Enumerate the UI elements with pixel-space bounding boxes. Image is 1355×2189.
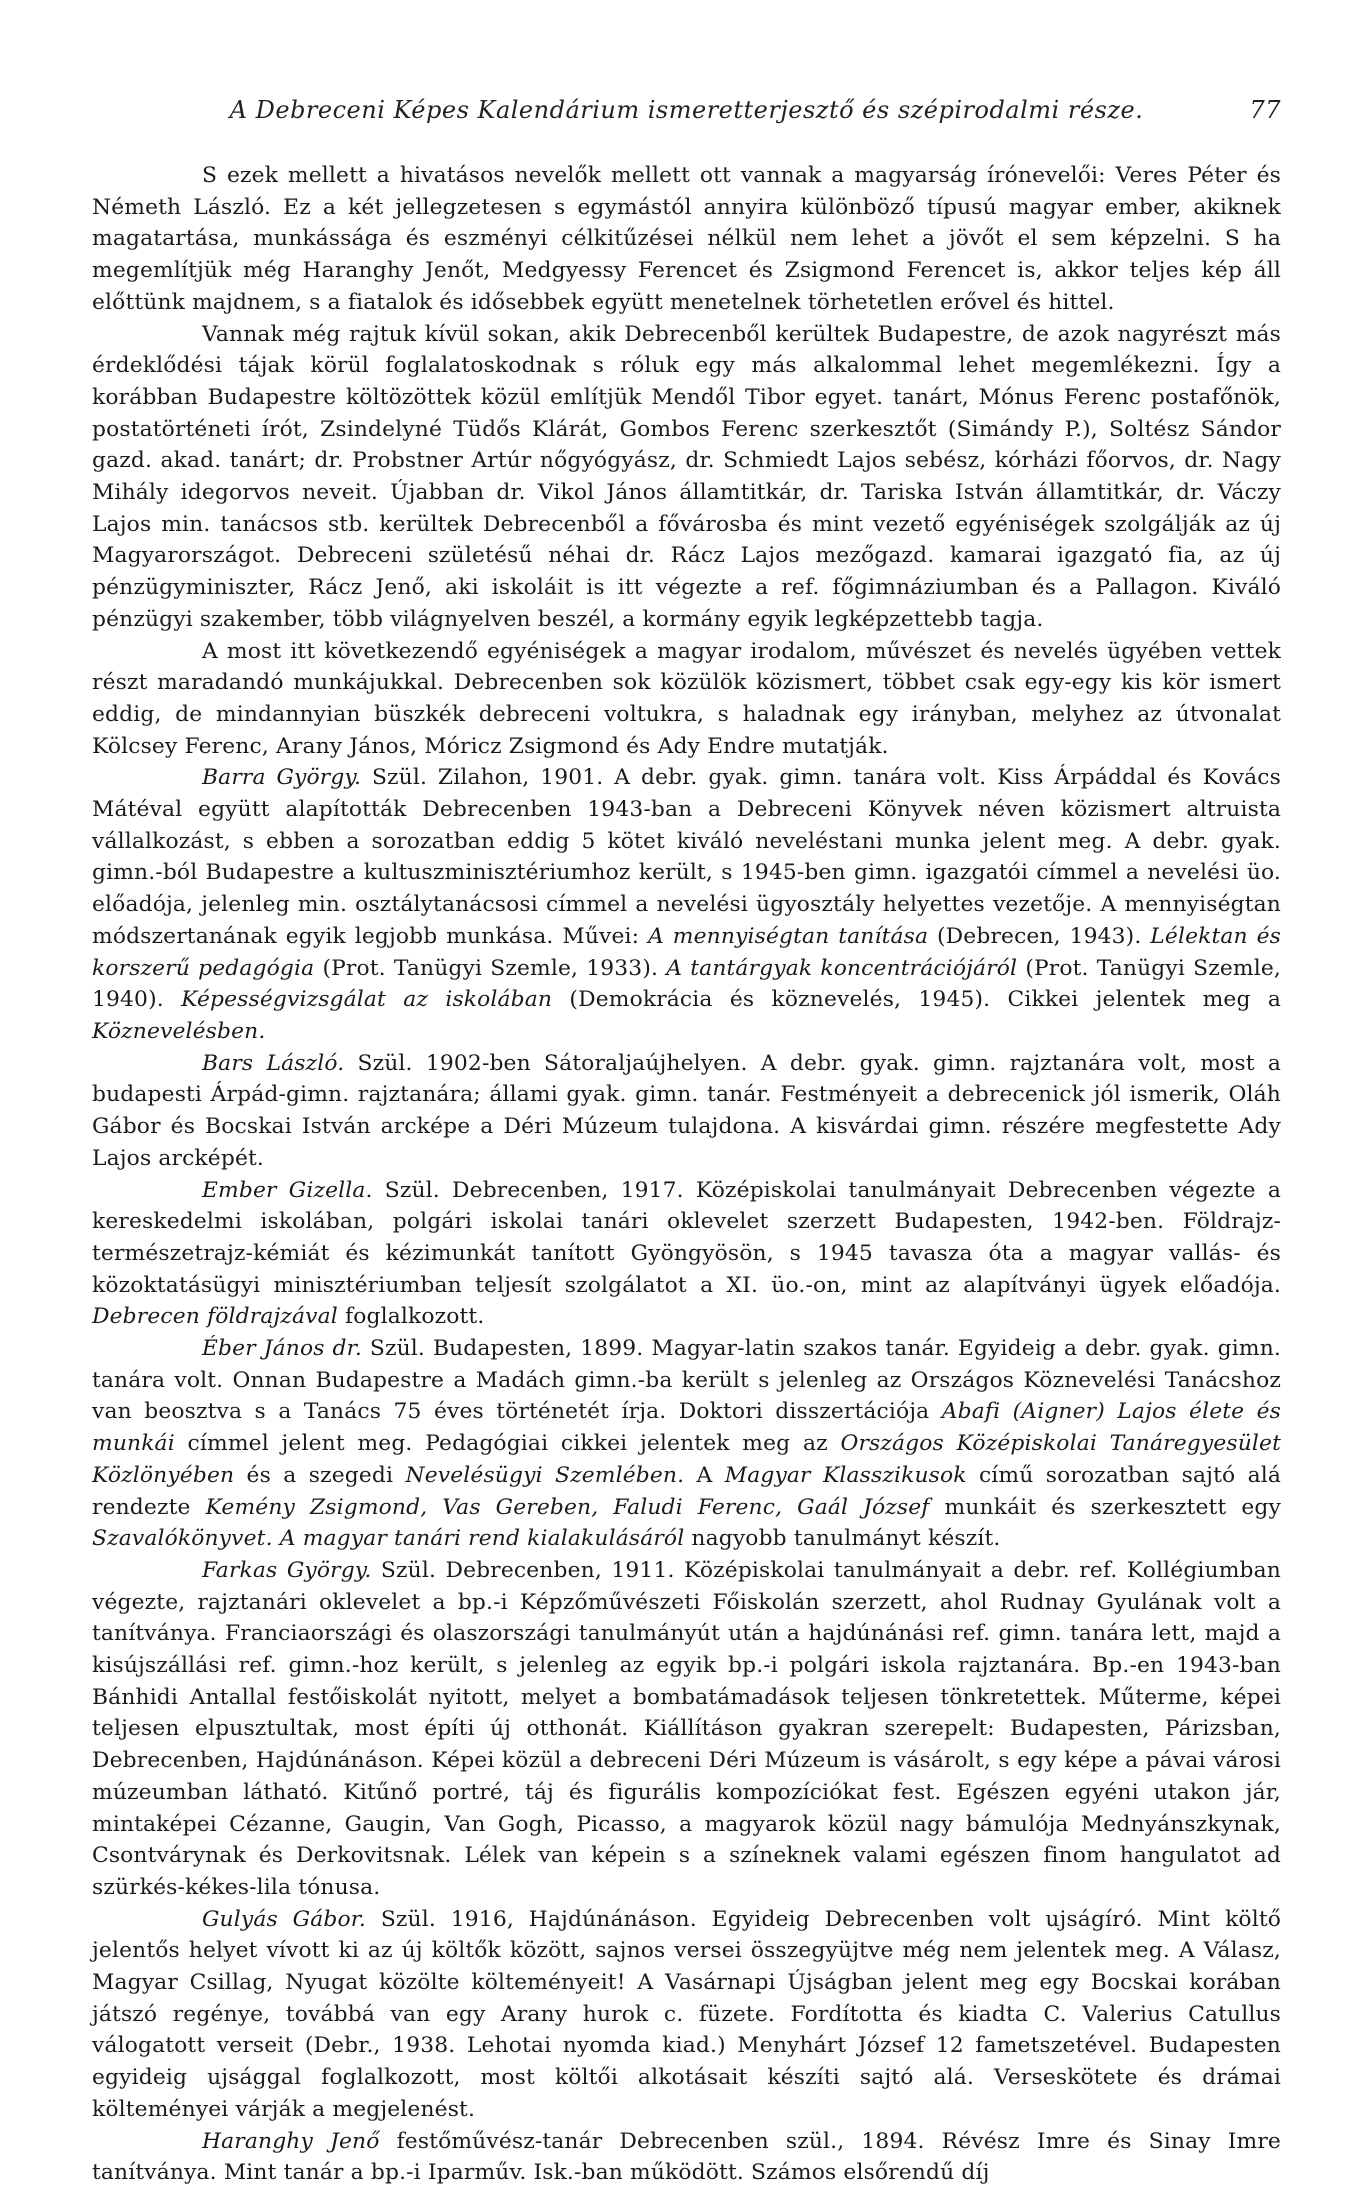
- italic-text: Bars László.: [202, 1050, 345, 1076]
- text-run: és a szegedi: [234, 1462, 406, 1488]
- paragraph: [92, 160, 1281, 319]
- text-run: (Demokrácia és köznevelés, 1945). Cikkei jelentek meg a: [552, 987, 1281, 1013]
- italic-text: Éber János dr.: [202, 1336, 362, 1362]
- text-run: A most itt következendő egyéniségek a magyar irodalom, művészet és nevelés ügyében vettek részt maradandó munkájukkal. Debrecenben sok közülök közismert, többet csak egy-egy kis kör ismert eddig, de mindannyian büszkék debreceni voltukra, s haladnak egy irányban, melyhez az útvonalat Kölcsey Ferenc, Arany János, Móricz Zsigmond és Ady Endre mutatják.: [92, 638, 1281, 759]
- text-run: (Debrecen, 1943).: [928, 923, 1151, 949]
- italic-text: Lélektan és korszerű pedagógia: [92, 923, 1281, 981]
- biography-entry: [92, 1333, 1281, 1555]
- text-run: festőművész-tanár Debrecenben szül., 1894. Révész Imre és Sinay Imre tanítványa. Mint tanár a bp.-i Iparműv. Isk.-ban működött. Számos elsőrendű díj: [92, 2128, 1281, 2186]
- text-run: című sorozatban sajtó alá rendezte: [92, 1462, 1281, 1520]
- italic-text: A tantárgyak koncentrációjáról: [666, 955, 1018, 981]
- text-run: Szül. Debrecenben, 1911. Középiskolai tanulmányait a debr. ref. Kollégiumban végezte, rajztanári oklevelet a bp.-i Képzőművészeti Főiskolán szerzett, ahol Rudnay Gyulának volt a tanítványa. Franciaországi és olaszországi tanulmányút után a hajdúnánási ref. gimn. tanára lett, majd a kisújszállási ref. gimn.-hoz került, s jelenleg az egyik bp.-i polgári iskola rajztanára. Bp.-en 1943-ban Bánhidi Antallal festőiskolát nyitott, melyet a bombatámadások teljesen tönkretettek. Műterme, képei teljesen elpusztultak, most építi új otthonát. Kiállításon gyakran szerepelt: Budapesten, Párizsban, Debrecenben, Hajdúnánáson. Képei közül a debreceni Déri Múzeum is vásárolt, s egy képe a pávai városi múzeumban látható. Kitűnő portré, táj és figurális kompozíciókat fest. Egészen egyéni utakon jár, mintaképei Cézanne, Gaugin, Van Gogh, Picasso, a magyarok közül nagy bámulója Mednyánszkynak, Csontvárynak és Derkovitsnak. Lélek van képein s a színeknek valami egészen finom hangulatot ad szürkés-kékes-lila tónusa.: [92, 1557, 1281, 1900]
- text-run: S ezek mellett a hivatásos nevelők mellett ott vannak a magyarság írónevelői: Veres Péter és Németh László. Ez a két jellegzetesen s egymástól annyira különböző típusú magyar ember, akiknek magatartása, munkássága és eszményi célkitűzései nélkül nem lehet a jövőt el sem képzelni. S ha megemlítjük még Haranghy Jenőt, Medgyessy Ferencet és Zsigmond Ferencet is, akkor teljes kép áll előttünk majdnem, s a fiatalok és idősebbek együtt menetelnek törhetetlen erővel és hittel.: [92, 163, 1281, 315]
- text-run: Szül. 1902-ben Sátoraljaújhelyen. A debr. gyak. gimn. rajztanára volt, most a budapesti Árpád-gimn. rajztanára; állami gyak. gimn. tanár. Festményeit a debrecenick jól ismerik, Oláh Gábor és Bocskai István arcképe a Déri Múzeum tulajdona. A kisvárdai gimn. részére megfestette Ady Lajos arcképét.: [92, 1050, 1281, 1171]
- body-text: [92, 160, 1281, 2189]
- text-run: Szül. 1916, Hajdúnánáson. Egyideig Debrecenben volt ujságíró. Mint költő jelentős helyet vívott ki az új költők között, sajnos versei összegyüjtve még nem jelentek meg. A Válasz, Magyar Csillag, Nyugat közölte költeményeit! A Vasárnapi Újságban jelent meg egy Bocskai korában játszó regénye, továbbá van egy Arany hurok c. füzete. Fordította és kiadta C. Valerius Catullus válogatott verseit (Debr., 1938. Lehotai nyomda kiad.) Menyhárt József 12 fametszetével. Budapesten egyideig ujsággal foglalkozott, most költői alkotásait készíti sajtó alá. Verseskötete és drámai költeményei várják a megjelenést.: [92, 1906, 1281, 2122]
- italic-text: Képességvizsgálat az iskolában: [181, 987, 553, 1013]
- italic-text: Országos Középiskolai Tanáregyesület Közlönyében: [92, 1431, 1281, 1488]
- biography-entry: [92, 1175, 1281, 1334]
- text-run: Vannak még rajtuk kívül sokan, akik Debrecenből kerültek Budapestre, de azok nagyrészt más érdeklődési tájak körül foglalatoskodnak s róluk egy más alkalommal lehet megemlékezni. Így a korábban Budapestre költözöttek közül említjük Mendől Tibor egyet. tanárt, Mónus Ferenc postafőnök, postatörténeti írót, Zsindelyné Tüdős Klárát, Gombos Ferenc szerkesztőt (Simándy P.), Soltész Sándor gazd. akad. tanárt; dr. Probstner Artúr nőgyógyász, dr. Schmiedt Lajos sebész, kórházi főorvos, dr. Nagy Mihály idegorvos neveit. Újabban dr. Vikol János államtitkár, dr. Tariska István államtitkár, dr. Váczy Lajos min. tanácsos stb. kerültek Debrecenből a fővárosba és mint vezető egyéniségek szolgálják az új Magyarországot. Debreceni születésű néhai dr. Rácz Lajos mezőgazd. kamarai igazgató fia, az új pénzügyminiszter, Rácz Jenő, aki iskoláit is itt végezte a ref. főgimnáziumban és a Pallagon. Kiváló pénzügyi szakember, több világnyelven beszél, a kormány egyik legképzettebb tagja.: [92, 321, 1281, 632]
- text-run: Szül. Debrecenben, 1917. Középiskolai tanulmányait Debrecenben végezte a kereskedelmi iskolában, polgári iskolai tanári oklevelet szerzett Budapesten, 1942-ben. Földrajz-természetrajz-kémiát és kézimunkát tanított Gyöngyösön, s 1945 tavasza óta a magyar vallás- és közoktatásügyi minisztériumban teljesít szolgálatot a XI. üo.-on, mint az alapítványi ügyek előadója.: [92, 1177, 1281, 1298]
- text-run: Szül. Budapesten, 1899. Magyar-latin szakos tanár. Egyideig a debr. gyak. gimn. tanára volt. Onnan Budapestre a Madách gimn.-ba került s jelenleg az Országos Köznevelési Tanácshoz van beosztva s a Tanács 75 éves történetét írja. Doktori disszertációja: [92, 1336, 1281, 1425]
- biography-entry: [92, 1904, 1281, 2126]
- italic-text: Haranghy Jenő: [202, 2128, 380, 2154]
- text-run: foglalkozott.: [337, 1304, 485, 1330]
- text-run: A: [684, 1462, 725, 1488]
- italic-text: Gulyás Gábor.: [202, 1906, 366, 1932]
- running-head-title: A Debreceni Képes Kalendárium ismeretterjesztő és szépirodalmi része.: [229, 96, 1144, 124]
- text-run: Szül. Zilahon, 1901. A debr. gyak. gimn. tanára volt. Kiss Árpáddal és Kovács Mátéval együtt alapították Debrecenben 1943-ban a Debreceni Könyvek néven közismert altruista vállalkozást, s ebben a sorozatban eddig 5 kötet kiváló neveléstani munka jelent meg. A debr. gyak. gimn.-ból Budapestre a kultuszminisztériumhoz került, s 1945-ben gimn. igazgatói címmel a nevelési üo. előadója, jelenleg min. osztálytanácsosi címmel a nevelési ügyosztály helyettes vezetője. A mennyiségtan módszertanának egyik legjobb munkása. Művei:: [92, 765, 1282, 949]
- italic-text: Debrecen földrajzával: [92, 1304, 338, 1330]
- italic-text: Farkas György.: [202, 1557, 372, 1583]
- italic-text: Abafi (Aigner) Lajos élete és munkái: [92, 1399, 1282, 1457]
- italic-text: A mennyiségtan tanítása: [648, 923, 929, 949]
- italic-text: Magyar Klasszikusok: [724, 1462, 967, 1488]
- italic-text: Köznevelésben.: [92, 1018, 266, 1044]
- running-head: [92, 96, 1281, 128]
- biography-entry: [92, 1048, 1281, 1175]
- text-run: címmel jelent meg. Pedagógiai cikkei jelentek meg az: [174, 1431, 841, 1457]
- paragraph: [92, 319, 1281, 636]
- italic-text: Ember Gizella.: [202, 1177, 373, 1203]
- text-run: (Prot. Tanügyi Szemle, 1933).: [314, 955, 667, 981]
- text-run: munkáit és szerkesztett egy: [929, 1494, 1281, 1520]
- paragraph: [92, 636, 1281, 763]
- italic-text: Kemény Zsigmond, Vas Gereben, Faludi Ferenc, Gaál József: [205, 1494, 930, 1520]
- biography-entry: [92, 2126, 1281, 2189]
- italic-text: Barra György.: [202, 765, 362, 791]
- text-run: (Prot. Tanügyi Szemle, 1940).: [92, 955, 1281, 1013]
- page-number: 77: [1249, 96, 1281, 124]
- text-run: nagyobb tanulmányt készít.: [684, 1526, 1001, 1552]
- biography-entry: [92, 1555, 1281, 1904]
- italic-text: Nevelésügyi Szemlében.: [405, 1462, 685, 1488]
- biography-entry: [92, 762, 1281, 1047]
- italic-text: Szavalókönyvet. A magyar tanári rend kialakulásáról: [92, 1526, 685, 1552]
